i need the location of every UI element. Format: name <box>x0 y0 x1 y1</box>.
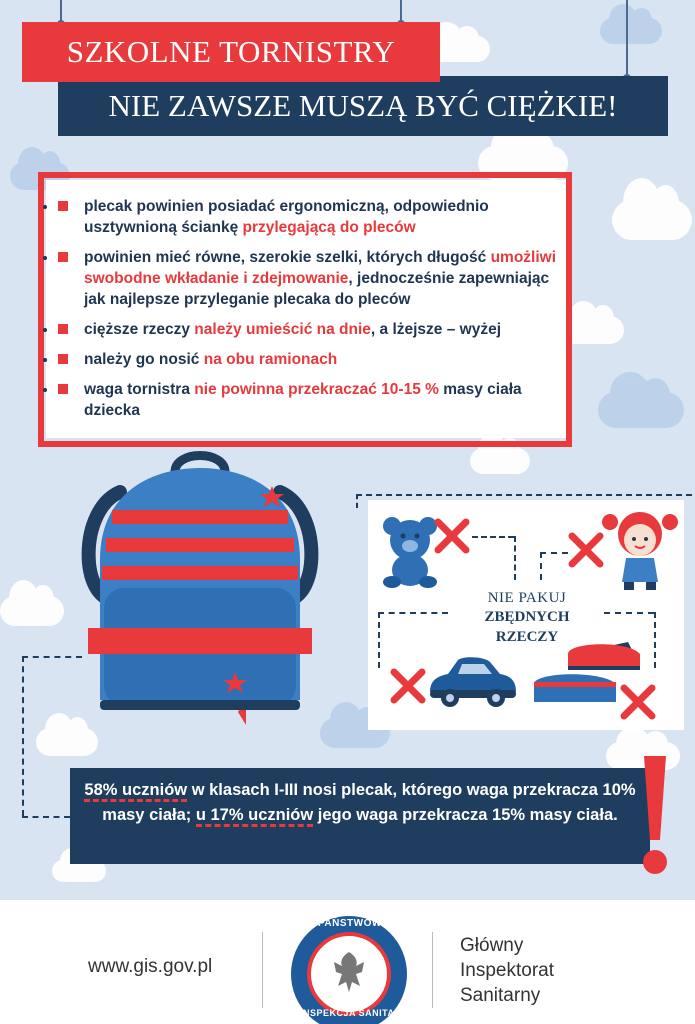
cross-mark-icon <box>568 532 604 568</box>
statistic-text: 58% uczniów w klasach I-III nosi plecak, którego waga przekracza 10% masy ciała; u 17% uczniów jego waga przekracza 15% masy ciała. <box>80 778 640 828</box>
statistic-highlight: 58% uczniów <box>84 781 187 802</box>
cross-mark-icon <box>434 518 470 554</box>
dashed-connector <box>654 612 656 668</box>
dont-pack-line1: NIE PAKUJ <box>487 590 567 606</box>
bullet-square-icon <box>58 354 68 364</box>
dashed-connector <box>22 816 70 818</box>
dashed-connector <box>604 612 654 614</box>
bullet-square-icon <box>58 384 68 394</box>
dashed-connector <box>514 536 516 580</box>
divider <box>432 932 433 1008</box>
exclamation-icon <box>638 752 672 880</box>
dashed-connector <box>540 552 568 554</box>
hanging-string <box>626 0 628 76</box>
dashed-connector <box>378 612 448 614</box>
website-link[interactable]: www.gis.gov.pl <box>88 956 213 977</box>
statistic-highlight: u 17% uczniów <box>196 806 313 827</box>
backpack-icon <box>60 450 340 730</box>
list-item: • waga tornistra nie powinna przekraczać 10-15 % masy ciała dziecka <box>58 379 558 421</box>
list-item: • należy go nosić na obu ramionach <box>58 349 558 370</box>
dashed-frame <box>356 494 358 508</box>
seal-bottom-text: INSPEKCJA SANITARNA <box>300 1008 416 1018</box>
cloud-decoration <box>612 200 692 240</box>
list-item: • plecak powinien posiadać ergonomiczną, odpowiednio usztywnioną ściankę przylegającą do pleców <box>58 196 558 238</box>
dashed-connector <box>540 552 542 580</box>
list-item: • powinien mieć równe, szerokie szelki, których długość umożliwi swobodne wkładanie i zdejmowanie, jednocześnie zapewniając jak najlepsze przyleganie plecaka do pleców <box>58 247 558 310</box>
toy-car-icon <box>424 652 520 710</box>
cloud-decoration <box>600 18 662 44</box>
dont-pack-label <box>452 590 602 647</box>
dashed-connector <box>22 656 24 816</box>
cloud-decoration <box>0 596 64 626</box>
dont-pack-line3: RZECZY <box>495 629 559 645</box>
seal-top-text: PAŃSTWOWA <box>318 918 389 929</box>
hanging-string <box>60 0 62 22</box>
list-item: • cięższe rzeczy należy umieścić na dnie, a lżejsze – wyżej <box>58 319 558 340</box>
dashed-connector <box>378 612 380 668</box>
cloud-decoration <box>36 728 98 756</box>
dashed-connector <box>22 656 82 658</box>
cross-mark-icon <box>390 668 426 704</box>
page-subtitle: NIE ZAWSZE MUSZĄ BYĆ CIĘŻKIE! <box>58 76 668 136</box>
dashed-frame <box>356 494 692 496</box>
divider <box>262 932 263 1008</box>
teddy-bear-icon <box>378 514 442 588</box>
cloud-decoration <box>470 448 530 474</box>
tips-list <box>58 196 558 430</box>
bullet-square-icon <box>58 324 68 334</box>
bullet-square-icon <box>58 252 68 262</box>
cloud-decoration <box>598 392 684 428</box>
organization-name: Główny Inspektorat Sanitarny <box>460 935 554 1006</box>
doll-icon <box>602 508 678 592</box>
cross-mark-icon <box>620 684 656 720</box>
bullet-square-icon <box>58 201 68 211</box>
hanging-string <box>400 0 402 22</box>
page-title: SZKOLNE TORNISTRY <box>22 22 440 82</box>
dashed-connector <box>472 536 514 538</box>
dont-pack-line2: ZBĘDNYCH <box>484 609 570 625</box>
